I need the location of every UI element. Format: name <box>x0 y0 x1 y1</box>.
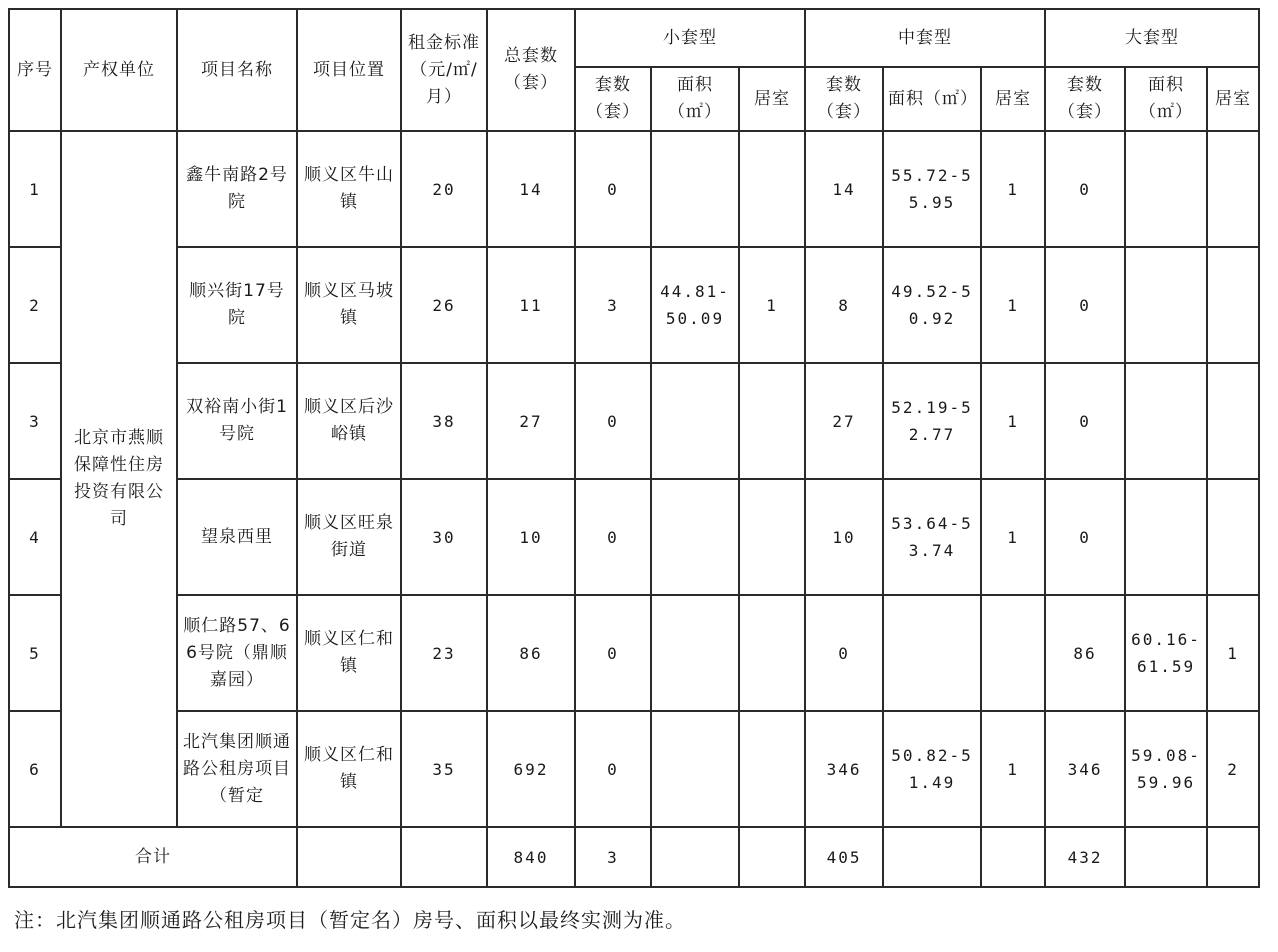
footnote: 注：北汽集团顺通路公租房项目（暂定名）房号、面积以最终实测为准。 <box>14 908 686 932</box>
row-small-area <box>651 711 739 827</box>
header-medium-type: 中套型 <box>805 9 1045 67</box>
totals-empty-small-area <box>651 827 739 887</box>
owner-cell: 北京市燕顺保障性住房投资有限公司 <box>61 131 177 827</box>
header-medium-count: 套数（套） <box>805 67 883 131</box>
row-rent: 35 <box>401 711 487 827</box>
totals-total: 840 <box>487 827 575 887</box>
row-project-name: 望泉西里 <box>177 479 297 595</box>
row-large-count: 0 <box>1045 363 1125 479</box>
row-mid-area: 55.72-55.95 <box>883 131 981 247</box>
header-small-count: 套数（套） <box>575 67 651 131</box>
row-total: 27 <box>487 363 575 479</box>
row-mid-rooms: 1 <box>981 711 1045 827</box>
header-large-count: 套数（套） <box>1045 67 1125 131</box>
header-large-area: 面积（㎡） <box>1125 67 1207 131</box>
header-seq: 序号 <box>9 9 61 131</box>
row-project-name: 双裕南小街1号院 <box>177 363 297 479</box>
header-location: 项目位置 <box>297 9 401 131</box>
header-medium-area: 面积（㎡） <box>883 67 981 131</box>
row-mid-count: 10 <box>805 479 883 595</box>
row-small-count: 0 <box>575 595 651 711</box>
header-owner: 产权单位 <box>61 9 177 131</box>
row-large-rooms: 1 <box>1207 595 1259 711</box>
row-small-area: 44.81-50.09 <box>651 247 739 363</box>
row-small-count: 0 <box>575 479 651 595</box>
row-small-rooms: 1 <box>739 247 805 363</box>
row-large-area: 60.16-61.59 <box>1125 595 1207 711</box>
row-location: 顺义区牛山镇 <box>297 131 401 247</box>
row-small-rooms <box>739 363 805 479</box>
row-location: 顺义区马坡镇 <box>297 247 401 363</box>
row-rent: 23 <box>401 595 487 711</box>
table-row <box>9 363 1259 479</box>
row-large-rooms: 2 <box>1207 711 1259 827</box>
row-project-name: 顺兴街17号院 <box>177 247 297 363</box>
totals-label: 合计 <box>9 827 297 887</box>
row-small-rooms <box>739 595 805 711</box>
totals-empty-mid-rooms <box>981 827 1045 887</box>
row-seq: 2 <box>9 247 61 363</box>
row-large-count: 0 <box>1045 479 1125 595</box>
row-small-count: 3 <box>575 247 651 363</box>
row-total: 11 <box>487 247 575 363</box>
row-mid-count: 27 <box>805 363 883 479</box>
header-large-type: 大套型 <box>1045 9 1259 67</box>
table-row <box>9 595 1259 711</box>
header-medium-rooms: 居室 <box>981 67 1045 131</box>
row-large-count: 346 <box>1045 711 1125 827</box>
totals-large-count: 432 <box>1045 827 1125 887</box>
row-large-area <box>1125 363 1207 479</box>
row-mid-area: 53.64-53.74 <box>883 479 981 595</box>
row-mid-area: 52.19-52.77 <box>883 363 981 479</box>
header-rent: 租金标准（元/㎡/月） <box>401 9 487 131</box>
header-project-name: 项目名称 <box>177 9 297 131</box>
row-large-area <box>1125 131 1207 247</box>
row-seq: 5 <box>9 595 61 711</box>
table-row <box>9 479 1259 595</box>
row-seq: 6 <box>9 711 61 827</box>
row-location: 顺义区后沙峪镇 <box>297 363 401 479</box>
totals-empty-location <box>297 827 401 887</box>
row-rent: 26 <box>401 247 487 363</box>
row-total: 10 <box>487 479 575 595</box>
totals-empty-large-area <box>1125 827 1207 887</box>
row-seq: 1 <box>9 131 61 247</box>
row-large-rooms <box>1207 247 1259 363</box>
row-large-area <box>1125 247 1207 363</box>
header-small-type: 小套型 <box>575 9 805 67</box>
row-mid-rooms: 1 <box>981 363 1045 479</box>
row-project-name: 鑫牛南路2号院 <box>177 131 297 247</box>
row-small-area <box>651 595 739 711</box>
table-row <box>9 247 1259 363</box>
row-small-rooms <box>739 479 805 595</box>
totals-empty-mid-area <box>883 827 981 887</box>
row-mid-rooms: 1 <box>981 247 1045 363</box>
row-large-count: 0 <box>1045 131 1125 247</box>
table-row <box>9 711 1259 827</box>
row-mid-area <box>883 595 981 711</box>
row-large-area <box>1125 479 1207 595</box>
header-small-rooms: 居室 <box>739 67 805 131</box>
header-total: 总套数（套） <box>487 9 575 131</box>
totals-empty-small-rooms <box>739 827 805 887</box>
row-mid-area: 50.82-51.49 <box>883 711 981 827</box>
row-total: 14 <box>487 131 575 247</box>
header-large-rooms: 居室 <box>1207 67 1259 131</box>
row-mid-rooms: 1 <box>981 479 1045 595</box>
row-mid-count: 346 <box>805 711 883 827</box>
table-body <box>9 9 1259 887</box>
row-location: 顺义区仁和镇 <box>297 711 401 827</box>
housing-table <box>8 8 1260 888</box>
row-mid-count: 8 <box>805 247 883 363</box>
row-project-name: 顺仁路57、66号院（鼎顺嘉园） <box>177 595 297 711</box>
row-large-rooms <box>1207 363 1259 479</box>
row-large-count: 86 <box>1045 595 1125 711</box>
row-small-count: 0 <box>575 131 651 247</box>
row-small-rooms <box>739 131 805 247</box>
row-small-count: 0 <box>575 363 651 479</box>
row-small-area <box>651 131 739 247</box>
row-project-name: 北汽集团顺通路公租房项目（暂定 <box>177 711 297 827</box>
totals-mid-count: 405 <box>805 827 883 887</box>
row-mid-rooms: 1 <box>981 131 1045 247</box>
totals-empty-large-rooms <box>1207 827 1259 887</box>
row-mid-area: 49.52-50.92 <box>883 247 981 363</box>
row-mid-count: 14 <box>805 131 883 247</box>
table-row <box>9 131 1259 247</box>
row-small-area <box>651 363 739 479</box>
row-total: 86 <box>487 595 575 711</box>
header-small-area: 面积（㎡） <box>651 67 739 131</box>
row-rent: 20 <box>401 131 487 247</box>
row-rent: 30 <box>401 479 487 595</box>
row-total: 692 <box>487 711 575 827</box>
row-large-rooms <box>1207 479 1259 595</box>
row-mid-rooms <box>981 595 1045 711</box>
header-row-top <box>9 9 1259 67</box>
row-location: 顺义区旺泉街道 <box>297 479 401 595</box>
row-large-area: 59.08-59.96 <box>1125 711 1207 827</box>
totals-empty-rent <box>401 827 487 887</box>
row-small-rooms <box>739 711 805 827</box>
row-seq: 4 <box>9 479 61 595</box>
row-large-rooms <box>1207 131 1259 247</box>
totals-small-count: 3 <box>575 827 651 887</box>
row-location: 顺义区仁和镇 <box>297 595 401 711</box>
row-rent: 38 <box>401 363 487 479</box>
row-large-count: 0 <box>1045 247 1125 363</box>
row-seq: 3 <box>9 363 61 479</box>
totals-row <box>9 827 1259 887</box>
row-small-area <box>651 479 739 595</box>
row-small-count: 0 <box>575 711 651 827</box>
row-mid-count: 0 <box>805 595 883 711</box>
